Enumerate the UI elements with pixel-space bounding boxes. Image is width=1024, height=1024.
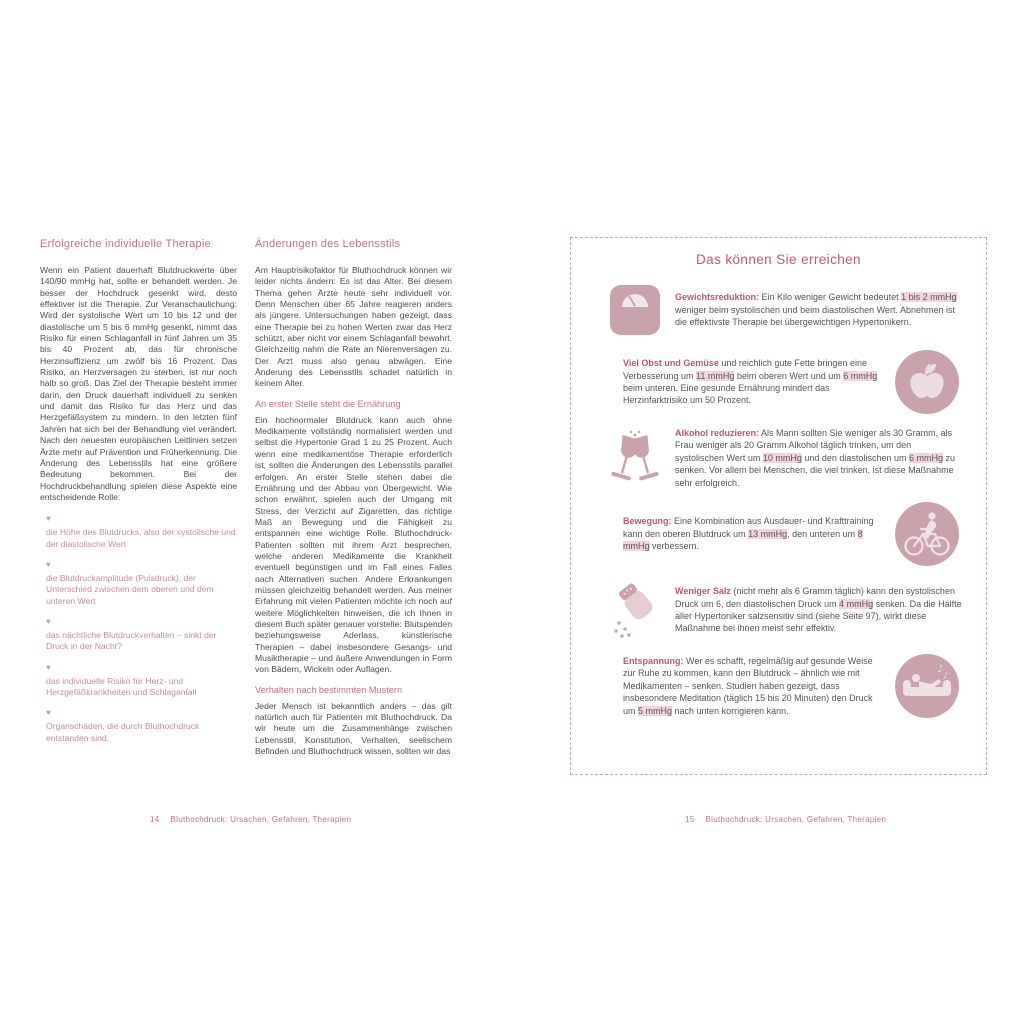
achievement-item-bewegung [595, 502, 962, 566]
cyclist-icon [892, 502, 962, 566]
heart-icon: ♥ [46, 559, 51, 569]
page-number: 14 [150, 815, 160, 824]
item-text: Alkohol reduzieren: Als Mann sollten Sie weniger als 30 Gramm, als Frau weniger als 20 Gramm Alkohol täglich trinken, um den systolischen Wert um 10 mmHg und den diastolischen um 6 mmHg zu senken. Vor allem bei Menschen, die viel trinken, ist diese Maßnahme sehr erfolgreich. [675, 428, 955, 488]
footer-title: Bluthochdruck: Ursachen, Gefahren, Therapien [705, 815, 887, 824]
bullet-text: die Blutdruckamplitude (Pulsdruck), der Unterschied zwischen dem oberen und dem unteren Wert [46, 572, 214, 606]
section-heading-lebensstil: Änderungen des Lebensstils [255, 238, 401, 250]
page-footer-right [685, 815, 886, 824]
bullet-text: das nächtliche Blutdruckverhalten – sinkt der Druck in der Nacht? [46, 629, 217, 652]
achievement-box [570, 237, 987, 775]
bullet-item [46, 561, 237, 607]
achievement-item-gewicht [595, 283, 962, 337]
bullet-list [40, 515, 237, 744]
heart-icon: ♥ [46, 708, 51, 718]
paragraph-muster: Jeder Mensch ist bekanntlich anders – das gilt natürlich auch für Patienten mit Bluthochdruck. Da wir heute um die Zusammenhänge zwischen Lebensstil, Konstitution, Verhalten, seelischem Befinden und Bluthochdruck wissen, sollten wir das [255, 700, 452, 757]
footer-title: Bluthochdruck: Ursachen, Gefahren, Therapien [170, 815, 352, 824]
subhead-muster: Verhalten nach bestimmten Mustern [255, 684, 403, 695]
left-column-1 [40, 238, 237, 755]
bullet-item [46, 709, 237, 744]
bullet-item [46, 664, 237, 699]
section-heading-therapie: Erfolgreiche individuelle Therapie [40, 238, 211, 250]
heart-icon: ♥ [46, 616, 51, 626]
salt-shaker-icon [595, 579, 675, 641]
bullet-item [46, 618, 237, 653]
achievement-item-entspannung [595, 654, 962, 718]
page-footer-left [150, 815, 351, 824]
bullet-text: Organschäden, die durch Bluthochdruck entstanden sind. [46, 721, 200, 743]
item-text: Gewichtsreduktion: Ein Kilo weniger Gewicht bedeutet 1 bis 2 mmHg weniger beim systolischen und beim diastolischen Wert. Abnehmen ist die effektivste Therapie bei übergewichtigen Hypertonikern. [675, 292, 957, 328]
weight-scale-icon [595, 283, 675, 337]
item-text: Bewegung: Eine Kombination aus Ausdauer- und Krafttraining kann den oberen Blutdruck um 13 mmHg, den unteren um 8 mmHg verbessern. [623, 516, 874, 552]
relaxing-person-icon [892, 654, 962, 718]
subhead-ernaehrung: An erster Stelle steht die Ernährung [255, 398, 401, 409]
paragraph-alter: Am Hauptrisikofaktor für Bluthochdruck können wir leider nichts ändern: Es ist das Alter. Bei diesem Thema gehen Ärzte heute sehr individuell vor. Denn Menschen über 65 Jahre reagieren anders als jüngere. Untersuchungen haben gezeigt, dass eine Therapie bei zu hohen Werten zwar das Herz schützt, aber nicht vor einem Schlaganfall bewahrt. Gleichzeitig nahm die Rate an Nierenversagen zu. Der Arzt muss also genau abwägen. Eine Änderung des Lebensstils schadet natürlich in keinem Alter. [255, 265, 452, 389]
bullet-item [46, 515, 237, 550]
heart-icon: ♥ [46, 514, 51, 524]
bullet-text: das individuelle Risiko für Herz- und Herzgefäßkrankheiten und Schlaganfall [46, 675, 197, 697]
achievement-item-salz [595, 579, 962, 641]
svg-text:♪: ♪ [937, 664, 944, 676]
paragraph-ernaehrung: Ein hochnormaler Blutdruck kann auch ohne Medikamente vollständig normalisiert werden und selbst die Hypertonie Grad 1 zu 25 Prozent. Auch wenn eine medikamentöse Therapie erforderlich ist, sollten die Änderungen des Lebensstils parallel erfolgen. An erster Stelle stehen dabei die Ernährung und der Abbau von Übergewicht. Wie schon erwähnt, spielen auch der Umgang mit Stress, der Verzicht auf Zigaretten, das richtige Maß an Bewegung und die Fähigkeit zu entspannen eine wichtige Rolle. Bluthochdruck-Patienten sollten mit ihrem Arzt besprechen, welche anderen Medikamente die Krankheit eventuell begünstigen und im Fall eines Falles nach Alternativen suchen. Andere Erkrankungen müssen gleichzeitig behandelt werden. Aus meiner Erfahrung mit vielen Patienten möchte ich noch auf weitere Möglichkeiten hinweisen, die ich Ihnen in diesem Buch später genauer vorstelle: Blutspenden beziehungsweise Aderlass, künstlerische Therapien – dabei insbesondere Gesangs- und Musiktherapie – und äußere Anwendungen in Form von Bädern, Wickeln oder Auflagen. [255, 414, 452, 675]
bullet-text: die Höhe des Blutdrucks, also der systolische und der diastolische Wert [46, 527, 236, 549]
svg-text:♪: ♪ [943, 671, 949, 681]
item-text: Entspannung: Wer es schafft, regelmäßig auf gesunde Weise zur Ruhe zu kommen, kann den Blutdruck – ähnlich wie mit Medikamenten – senken. Studien haben gezeigt, dass insbesondere Meditation (täglich 15 bis 20 Minuten) den Druck um 5 mmHg nach unten korrigieren kann. [623, 656, 873, 716]
wine-glasses-icon [595, 430, 675, 486]
apple-icon [892, 350, 962, 414]
paragraph-therapie: Wenn ein Patient dauerhaft Blutdruckwerte über 140/90 mmHg hat, sollte er behandelt werden. Je besser der Hochdruck gesenkt wird, desto effektiver ist die Therapie. Zur Veranschaulichung: Wird der systolische Wert um 10 bis 12 und der diastolische um 5 bis 6 mmHg gesenkt, nimmt das Risiko für einen Schlaganfall in fünf Jahren um 35 bis 40 Prozent ab, das für chronische Herzinsuffizienz um zwölf bis 16 Prozent. Das Risiko, an Herzversagen zu sterben, ist nur noch halb so groß. Das Ziel der Therapie besteht immer darin, den Druck dauerhaft individuell zu senken und damit das Risiko für das Herz und das Herzgefäßsystem zu mindern. In den letzten fünf Jahren hat sich bei der Behandlung viel verändert. Nach den neuesten europäischen Leitlinien setzen Ärzte mehr auf Prävention und Früherkennung. Die Änderung des Lebensstils hat eine größere Bedeutung bekommen. Bei der Hochdruckbehandlung spielen diese Aspekte eine entscheidende Rolle: [40, 265, 237, 502]
item-text: Viel Obst und Gemüse und reichlich gute Fette bringen eine Verbesserung um 11 mmHg beim oberen Wert und um 6 mmHg beim unteren. Eine gesunde Ernährung mindert das Herzinfarktrisiko um 50 Prozent. [623, 358, 878, 406]
box-title: Das können Sie erreichen [696, 252, 861, 267]
achievement-item-obst [595, 350, 962, 414]
heart-icon: ♥ [46, 662, 51, 672]
page-number: 15 [685, 815, 695, 824]
left-column-2 [255, 238, 452, 757]
item-text: Weniger Salz (nicht mehr als 6 Gramm täglich) kann den systolischen Druck um 6, den diastolischen Druck um 4 mmHg senken. Da die Hälfte aller Hypertoniker salzsensitiv sind (siehe Seite 97), wirkt diese Maßnahme bei ihnen meist sehr effektiv. [675, 586, 962, 634]
achievement-item-alkohol [595, 427, 962, 489]
